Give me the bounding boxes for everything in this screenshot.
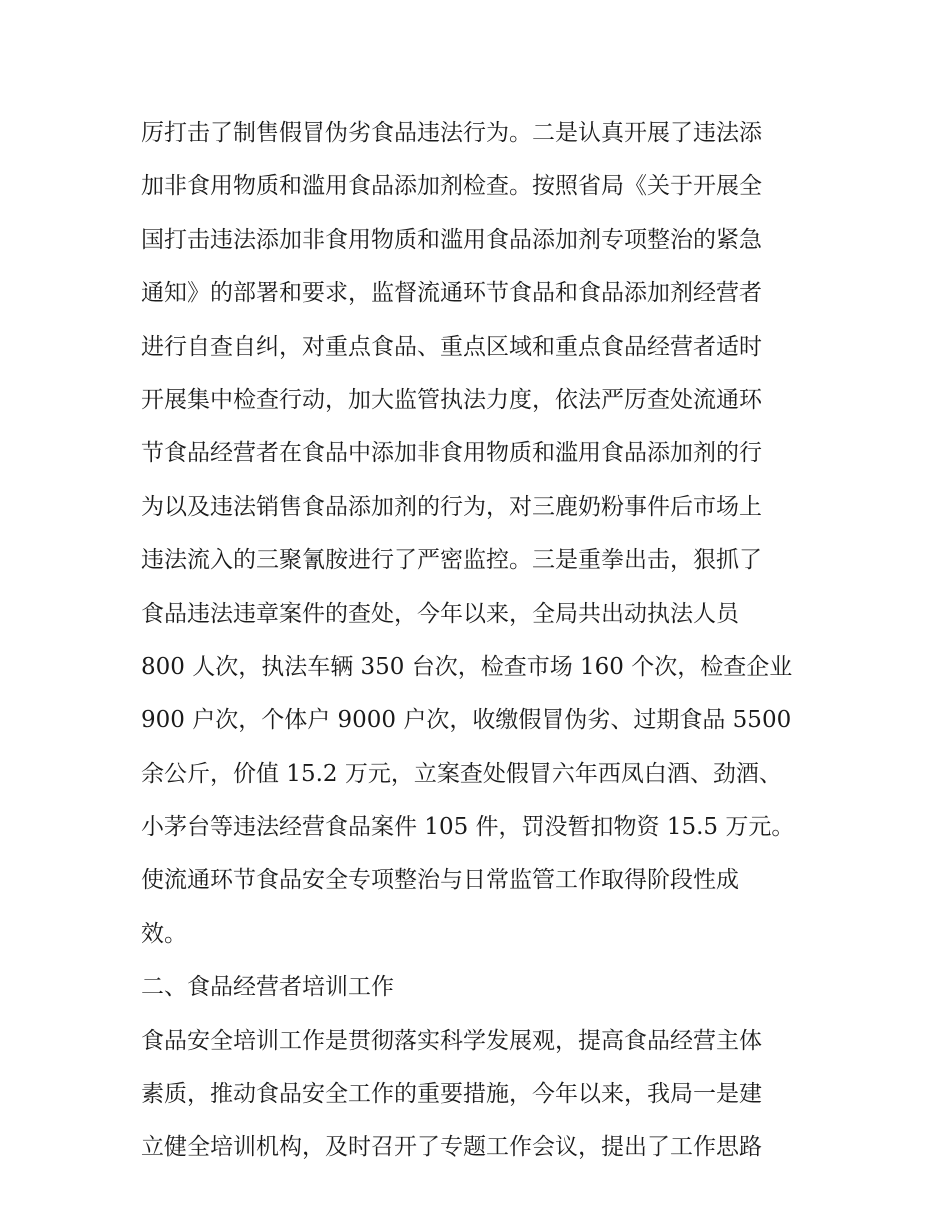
- text-line: 国打击违法添加非食用物质和滥用食品添加剂专项整治的紧急: [141, 226, 762, 253]
- text-line: 通知》的部署和要求，监督流通环节食品和食品添加剂经营者: [141, 280, 762, 307]
- text-line: 食品违法违章案件的查处，今年以来，全局共出动执法人员: [141, 600, 739, 627]
- body-text: [141, 107, 821, 1175]
- text-line: 素质，推动食品安全工作的重要措施，今年以来，我局一是建: [141, 1081, 762, 1108]
- text-line: 为以及违法销售食品添加剂的行为，对三鹿奶粉事件后市场上: [141, 493, 762, 520]
- text-line: 900 户次，个体户 9000 户次，收缴假冒伪劣、过期食品 5500: [141, 707, 792, 734]
- text-line: 厉打击了制售假冒伪劣食品违法行为。二是认真开展了违法添: [141, 120, 762, 146]
- text-line: 食品安全培训工作是贯彻落实科学发展观，提高食品经营主体: [141, 1027, 762, 1054]
- section-heading: 二、食品经营者培训工作: [141, 974, 394, 1001]
- text-line: 使流通环节食品安全专项整治与日常监管工作取得阶段性成: [141, 867, 739, 894]
- text-line: 加非食用物质和滥用食品添加剂检查。按照省局《关于开展全: [141, 173, 762, 200]
- text-line: 节食品经营者在食品中添加非食用物质和滥用食品添加剂的行: [141, 440, 762, 467]
- text-line: 立健全培训机构，及时召开了专题工作会议，提出了工作思路: [141, 1134, 762, 1161]
- text-line: 违法流入的三聚氰胺进行了严密监控。三是重拳出击，狠抓了: [141, 547, 762, 574]
- text-line: 效。: [141, 920, 187, 947]
- text-line: 开展集中检查行动，加大监管执法力度，依法严厉查处流通环: [141, 386, 762, 413]
- text-line: 进行自查自纠，对重点食品、重点区域和重点食品经营者适时: [141, 333, 762, 360]
- text-line: 800 人次，执法车辆 350 台次，检查市场 160 个次，检查企业: [141, 653, 793, 680]
- text-line: 余公斤，价值 15.2 万元，立案查处假冒六年西凤白酒、劲酒、: [141, 760, 782, 787]
- text-line: 小茅台等违法经营食品案件 105 件，罚没暂扣物资 15.5 万元。: [141, 814, 795, 841]
